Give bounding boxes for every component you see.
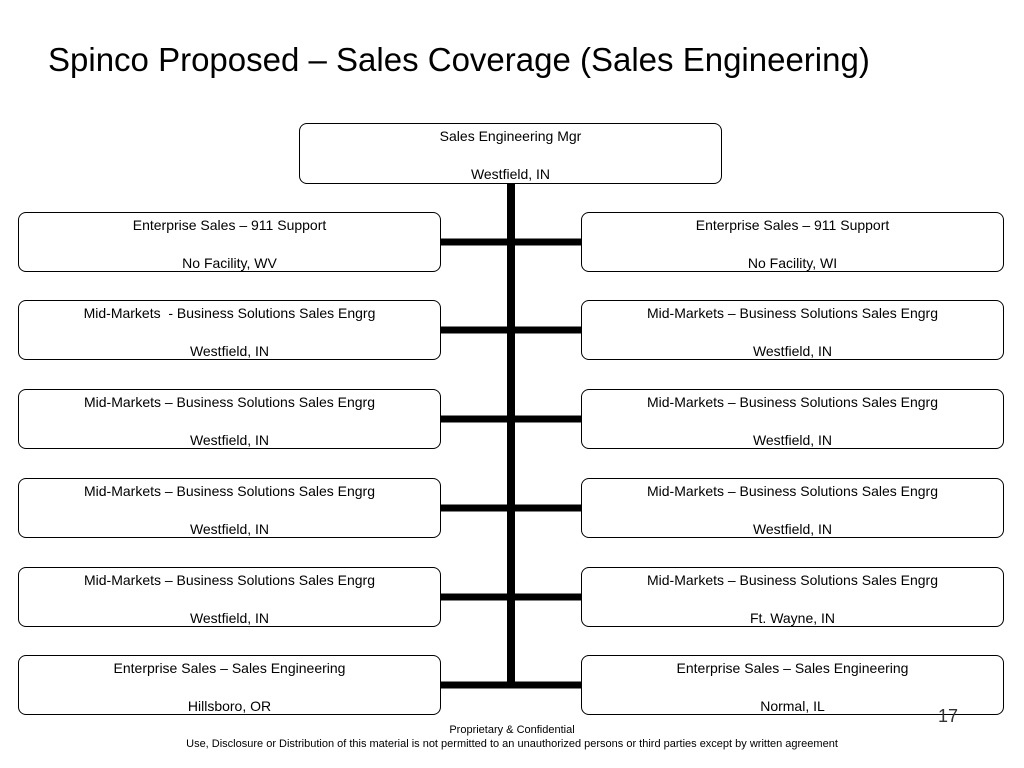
org-box-right-2 <box>581 300 1004 360</box>
org-box-location: Ft. Wayne, IN <box>749 610 836 626</box>
org-box-role: Mid-Markets – Business Solutions Sales Engrg <box>646 572 939 588</box>
org-box-role: Enterprise Sales – 911 Support <box>132 217 327 233</box>
org-box-location: Hillsboro, OR <box>187 698 272 714</box>
org-box-left-6 <box>18 655 441 715</box>
org-box-role: Mid-Markets – Business Solutions Sales Engrg <box>646 483 939 499</box>
org-box-location: Westfield, IN <box>189 610 270 626</box>
org-box-role: Mid-Markets – Business Solutions Sales Engrg <box>83 572 376 588</box>
org-box-right-1 <box>581 212 1004 272</box>
org-box-role: Enterprise Sales – Sales Engineering <box>113 660 346 676</box>
org-box-left-2 <box>18 300 441 360</box>
org-box-location: Westfield, IN <box>752 343 833 359</box>
org-box-location: Normal, IL <box>760 698 825 714</box>
org-box-left-1 <box>18 212 441 272</box>
org-box-role: Mid-Markets – Business Solutions Sales Engrg <box>646 305 939 321</box>
org-box-left-4 <box>18 478 441 538</box>
org-box-role: Mid-Markets – Business Solutions Sales Engrg <box>646 394 939 410</box>
org-box-role: Mid-Markets – Business Solutions Sales Engrg <box>83 483 376 499</box>
org-box-location: No Facility, WI <box>747 255 838 271</box>
org-box-location: Westfield, IN <box>470 166 551 182</box>
org-box-role: Sales Engineering Mgr <box>439 128 582 144</box>
org-box-location: Westfield, IN <box>189 521 270 537</box>
org-box-role: Mid-Markets – Business Solutions Sales Engrg <box>83 394 376 410</box>
org-box-role: Enterprise Sales – Sales Engineering <box>676 660 909 676</box>
org-box-location: Westfield, IN <box>189 343 270 359</box>
org-box-right-4 <box>581 478 1004 538</box>
org-box-left-3 <box>18 389 441 449</box>
footer-disclaimer: Use, Disclosure or Distribution of this material is not permitted to an unauthorized persons or third parties except by written agreement <box>186 738 838 750</box>
org-box-role: Mid-Markets - Business Solutions Sales Engrg <box>83 305 376 321</box>
footer-confidential: Proprietary & Confidential <box>449 724 575 736</box>
org-box-left-5 <box>18 567 441 627</box>
org-box-sales-engineering-mgr <box>299 123 722 184</box>
org-box-location: Westfield, IN <box>752 432 833 448</box>
org-box-location: Westfield, IN <box>189 432 270 448</box>
slide-title: Spinco Proposed – Sales Coverage (Sales Engineering) <box>48 41 870 78</box>
org-box-role: Enterprise Sales – 911 Support <box>695 217 890 233</box>
org-box-location: Westfield, IN <box>752 521 833 537</box>
org-box-right-3 <box>581 389 1004 449</box>
org-box-right-5 <box>581 567 1004 627</box>
page-number: 17 <box>938 706 959 726</box>
org-box-location: No Facility, WV <box>182 255 277 271</box>
